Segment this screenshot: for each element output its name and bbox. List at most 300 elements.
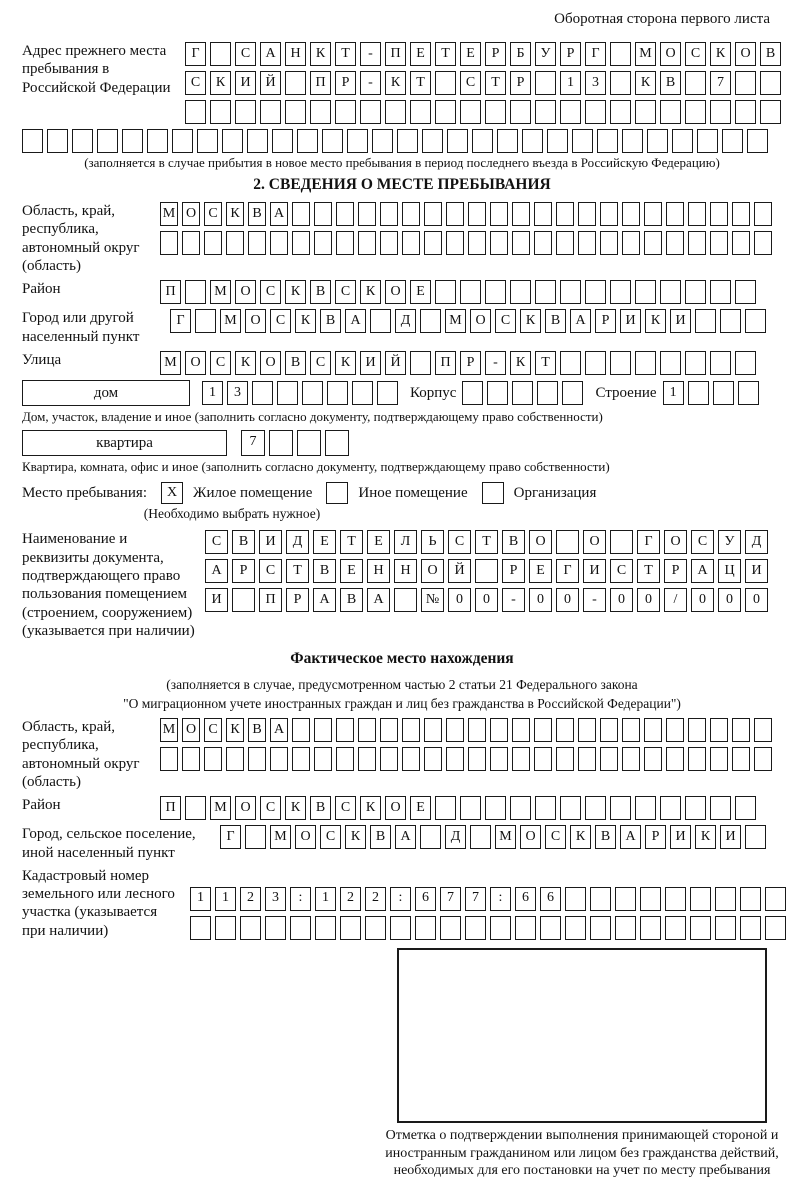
char-cell bbox=[535, 796, 556, 820]
char-cell bbox=[590, 887, 611, 911]
char-cell: Р bbox=[560, 42, 581, 66]
char-cell bbox=[358, 747, 376, 771]
char-cell bbox=[535, 71, 556, 95]
header-note: Оборотная сторона первого листа bbox=[554, 11, 770, 27]
char-cell: 0 bbox=[529, 588, 552, 612]
char-cell bbox=[260, 100, 281, 124]
char-cell bbox=[440, 916, 461, 940]
char-cell bbox=[615, 916, 636, 940]
char-cell bbox=[245, 825, 266, 849]
char-cell bbox=[735, 71, 756, 95]
char-cell bbox=[622, 718, 640, 742]
ulitsa-label: Улица bbox=[22, 351, 62, 368]
char-cell bbox=[380, 231, 398, 255]
prev-address-field bbox=[22, 42, 782, 124]
char-cell: М bbox=[210, 280, 231, 304]
char-cell: : bbox=[390, 887, 411, 911]
char-cell bbox=[695, 309, 716, 333]
fact-oblast-rows bbox=[160, 718, 772, 771]
gorod-row bbox=[170, 309, 766, 333]
char-cell bbox=[172, 129, 193, 153]
char-cell: К bbox=[635, 71, 656, 95]
char-cell bbox=[248, 747, 266, 771]
char-cell: С bbox=[495, 309, 516, 333]
char-cell bbox=[565, 916, 586, 940]
char-cell bbox=[204, 231, 222, 255]
oblast-label: Область, край, республика, автономный округ (область) bbox=[22, 203, 140, 275]
char-cell bbox=[292, 747, 310, 771]
char-cell: 1 bbox=[202, 381, 223, 405]
char-cell: К bbox=[385, 71, 406, 95]
char-cell bbox=[222, 129, 243, 153]
char-cell: М bbox=[220, 309, 241, 333]
char-cell bbox=[485, 280, 506, 304]
char-cell bbox=[666, 231, 684, 255]
char-cell: П bbox=[310, 71, 331, 95]
char-cell bbox=[424, 231, 442, 255]
char-cell: К bbox=[285, 280, 306, 304]
char-cell: О bbox=[185, 351, 206, 375]
char-cell bbox=[327, 381, 348, 405]
doc-row-2 bbox=[205, 559, 768, 583]
char-cell bbox=[600, 718, 618, 742]
char-cell bbox=[424, 202, 442, 226]
char-cell bbox=[666, 718, 684, 742]
char-cell: К bbox=[360, 280, 381, 304]
char-cell: В bbox=[760, 42, 781, 66]
char-cell bbox=[415, 916, 436, 940]
char-cell bbox=[610, 280, 631, 304]
char-cell: С bbox=[320, 825, 341, 849]
char-cell bbox=[204, 747, 222, 771]
char-cell: Р bbox=[502, 559, 525, 583]
char-cell: 1 bbox=[663, 381, 684, 405]
char-cell bbox=[420, 309, 441, 333]
char-cell: Е bbox=[367, 530, 390, 554]
char-cell: Д bbox=[445, 825, 466, 849]
char-cell bbox=[195, 309, 216, 333]
char-cell bbox=[715, 887, 736, 911]
char-cell bbox=[688, 231, 706, 255]
char-cell: Т bbox=[335, 42, 356, 66]
char-cell: О bbox=[260, 351, 281, 375]
char-cell: С bbox=[460, 71, 481, 95]
char-cell bbox=[285, 100, 306, 124]
char-cell bbox=[585, 796, 606, 820]
char-cell bbox=[600, 231, 618, 255]
char-cell bbox=[490, 202, 508, 226]
doc-row-1 bbox=[205, 530, 768, 554]
oblast-row-2 bbox=[160, 231, 772, 255]
ulitsa-row bbox=[160, 351, 756, 375]
char-cell: О bbox=[182, 202, 200, 226]
char-cell: И bbox=[670, 309, 691, 333]
char-cell bbox=[380, 718, 398, 742]
char-cell: 0 bbox=[718, 588, 741, 612]
char-cell: В bbox=[545, 309, 566, 333]
char-cell: 7 bbox=[241, 430, 265, 456]
char-cell: И bbox=[720, 825, 741, 849]
char-cell: О bbox=[664, 530, 687, 554]
char-cell bbox=[690, 887, 711, 911]
char-cell bbox=[688, 202, 706, 226]
dom-cells bbox=[202, 381, 398, 405]
char-cell: Й bbox=[385, 351, 406, 375]
char-cell bbox=[685, 280, 706, 304]
char-cell: Е bbox=[410, 280, 431, 304]
char-cell bbox=[446, 202, 464, 226]
char-cell bbox=[565, 887, 586, 911]
char-cell bbox=[647, 129, 668, 153]
char-cell: О bbox=[235, 280, 256, 304]
char-cell: 2 bbox=[365, 887, 386, 911]
char-cell: С bbox=[335, 280, 356, 304]
char-cell bbox=[185, 100, 206, 124]
char-cell bbox=[365, 916, 386, 940]
char-cell bbox=[285, 71, 306, 95]
char-cell bbox=[310, 100, 331, 124]
fact-raion-field bbox=[22, 796, 782, 820]
char-cell: 0 bbox=[637, 588, 660, 612]
char-cell bbox=[512, 718, 530, 742]
char-cell bbox=[556, 202, 574, 226]
char-cell: И bbox=[745, 559, 768, 583]
char-cell bbox=[460, 280, 481, 304]
char-cell: М bbox=[160, 202, 178, 226]
gorod-field bbox=[22, 309, 782, 346]
char-cell: А bbox=[395, 825, 416, 849]
char-cell: М bbox=[445, 309, 466, 333]
char-cell: Т bbox=[535, 351, 556, 375]
char-cell bbox=[537, 381, 558, 405]
char-cell bbox=[147, 129, 168, 153]
char-cell bbox=[512, 202, 530, 226]
char-cell bbox=[182, 231, 200, 255]
char-cell bbox=[590, 916, 611, 940]
char-cell: П bbox=[160, 280, 181, 304]
char-cell bbox=[185, 280, 206, 304]
char-cell bbox=[740, 887, 761, 911]
char-cell bbox=[735, 100, 756, 124]
raion-row bbox=[160, 280, 756, 304]
prev-address-row-1 bbox=[185, 42, 781, 66]
char-cell: - bbox=[502, 588, 525, 612]
char-cell: Д bbox=[286, 530, 309, 554]
char-cell bbox=[710, 280, 731, 304]
char-cell bbox=[182, 747, 200, 771]
char-cell bbox=[402, 231, 420, 255]
char-cell bbox=[666, 747, 684, 771]
raion-label: Район bbox=[22, 281, 61, 298]
char-cell: 7 bbox=[710, 71, 731, 95]
char-cell bbox=[325, 430, 349, 456]
char-cell: А bbox=[691, 559, 714, 583]
char-cell bbox=[485, 796, 506, 820]
char-cell bbox=[380, 202, 398, 226]
char-cell bbox=[352, 381, 373, 405]
char-cell: Н bbox=[285, 42, 306, 66]
char-cell bbox=[512, 381, 533, 405]
char-cell bbox=[210, 42, 231, 66]
char-cell: Р bbox=[645, 825, 666, 849]
char-cell bbox=[270, 747, 288, 771]
char-cell: И bbox=[670, 825, 691, 849]
char-cell: 6 bbox=[515, 887, 536, 911]
char-cell: Н bbox=[367, 559, 390, 583]
char-cell: О bbox=[583, 530, 606, 554]
char-cell: У bbox=[535, 42, 556, 66]
char-cell: Е bbox=[313, 530, 336, 554]
char-cell: Е bbox=[529, 559, 552, 583]
char-cell bbox=[522, 129, 543, 153]
char-cell: К bbox=[570, 825, 591, 849]
char-cell: С bbox=[685, 42, 706, 66]
stamp-box bbox=[397, 948, 767, 1123]
char-cell: П bbox=[259, 588, 282, 612]
doc-label: Наименование и реквизиты документа, подтверждающего право пользования помещением (строением, сооружением) (указывается при наличии) bbox=[22, 531, 195, 639]
char-cell bbox=[380, 747, 398, 771]
char-cell bbox=[720, 309, 741, 333]
char-cell bbox=[685, 71, 706, 95]
char-cell bbox=[534, 718, 552, 742]
char-cell bbox=[747, 129, 768, 153]
prev-address-row-2 bbox=[185, 71, 781, 95]
char-cell bbox=[600, 747, 618, 771]
char-cell bbox=[422, 129, 443, 153]
char-cell: Б bbox=[510, 42, 531, 66]
char-cell bbox=[510, 280, 531, 304]
char-cell bbox=[424, 718, 442, 742]
kadastr-field bbox=[22, 867, 782, 940]
char-cell bbox=[370, 309, 391, 333]
char-cell bbox=[745, 825, 766, 849]
char-cell bbox=[226, 231, 244, 255]
char-cell: И bbox=[360, 351, 381, 375]
kadastr-row-2 bbox=[190, 916, 786, 940]
char-cell bbox=[666, 202, 684, 226]
char-cell bbox=[610, 100, 631, 124]
char-cell: В bbox=[340, 588, 363, 612]
actual-location-note-1: (заполняется в случае, предусмотренном частью 2 статьи 21 Федерального закона bbox=[166, 676, 638, 692]
char-cell bbox=[277, 381, 298, 405]
char-cell bbox=[314, 231, 332, 255]
char-cell bbox=[754, 747, 772, 771]
char-cell bbox=[622, 202, 640, 226]
char-cell: В bbox=[320, 309, 341, 333]
char-cell bbox=[688, 381, 709, 405]
char-cell: 2 bbox=[240, 887, 261, 911]
char-cell bbox=[410, 351, 431, 375]
char-cell: Г bbox=[185, 42, 206, 66]
char-cell bbox=[560, 796, 581, 820]
char-cell: К bbox=[226, 718, 244, 742]
char-cell: К bbox=[345, 825, 366, 849]
char-cell bbox=[610, 530, 633, 554]
doc-row-3 bbox=[205, 588, 768, 612]
char-cell bbox=[644, 202, 662, 226]
char-cell bbox=[534, 747, 552, 771]
kvartira-cells bbox=[241, 430, 349, 456]
char-cell bbox=[688, 747, 706, 771]
char-cell: Г bbox=[637, 530, 660, 554]
char-cell: В bbox=[502, 530, 525, 554]
kadastr-row-1 bbox=[190, 887, 786, 911]
char-cell bbox=[490, 916, 511, 940]
char-cell: Р bbox=[485, 42, 506, 66]
char-cell bbox=[710, 718, 728, 742]
char-cell bbox=[394, 588, 417, 612]
char-cell bbox=[635, 351, 656, 375]
char-cell: Г bbox=[556, 559, 579, 583]
char-cell bbox=[490, 231, 508, 255]
char-cell: 0 bbox=[745, 588, 768, 612]
char-cell bbox=[660, 280, 681, 304]
char-cell bbox=[487, 381, 508, 405]
char-cell bbox=[578, 718, 596, 742]
char-cell bbox=[740, 916, 761, 940]
char-cell bbox=[685, 100, 706, 124]
char-cell: Р bbox=[664, 559, 687, 583]
char-cell: Н bbox=[394, 559, 417, 583]
char-cell bbox=[340, 916, 361, 940]
char-cell: В bbox=[248, 718, 266, 742]
char-cell bbox=[600, 202, 618, 226]
char-cell: В bbox=[595, 825, 616, 849]
dom-row bbox=[22, 380, 782, 406]
prev-address-label: Адрес прежнего места пребывания в Российской Федерации bbox=[22, 43, 171, 96]
char-cell: 0 bbox=[691, 588, 714, 612]
char-cell bbox=[512, 231, 530, 255]
kadastr-label: Кадастровый номер земельного или лесного участка (указывается при наличии) bbox=[22, 867, 175, 939]
char-cell bbox=[435, 796, 456, 820]
char-cell: К bbox=[310, 42, 331, 66]
char-cell: О bbox=[182, 718, 200, 742]
char-cell: К bbox=[335, 351, 356, 375]
char-cell: М bbox=[635, 42, 656, 66]
char-cell bbox=[622, 129, 643, 153]
char-cell bbox=[688, 718, 706, 742]
raion-field bbox=[22, 280, 782, 304]
char-cell bbox=[122, 129, 143, 153]
char-cell bbox=[754, 718, 772, 742]
char-cell bbox=[160, 747, 178, 771]
char-cell bbox=[397, 129, 418, 153]
char-cell bbox=[732, 231, 750, 255]
char-cell bbox=[465, 916, 486, 940]
char-cell: К bbox=[695, 825, 716, 849]
location-type-caption: (Необходимо выбрать нужное) bbox=[143, 506, 321, 522]
char-cell: Ц bbox=[718, 559, 741, 583]
char-cell: В bbox=[232, 530, 255, 554]
char-cell bbox=[314, 718, 332, 742]
char-cell: 6 bbox=[415, 887, 436, 911]
char-cell bbox=[754, 231, 772, 255]
char-cell: И bbox=[235, 71, 256, 95]
char-cell bbox=[635, 280, 656, 304]
char-cell: - bbox=[360, 42, 381, 66]
char-cell: С bbox=[210, 351, 231, 375]
char-cell: С bbox=[270, 309, 291, 333]
char-cell bbox=[556, 718, 574, 742]
char-cell bbox=[22, 129, 43, 153]
char-cell bbox=[270, 231, 288, 255]
option-inoe-label: Иное помещение bbox=[358, 485, 468, 502]
char-cell bbox=[435, 280, 456, 304]
char-cell: № bbox=[421, 588, 444, 612]
char-cell bbox=[710, 351, 731, 375]
char-cell bbox=[534, 202, 552, 226]
char-cell: 1 bbox=[315, 887, 336, 911]
char-cell: С bbox=[448, 530, 471, 554]
doc-rows bbox=[205, 530, 768, 612]
char-cell: 1 bbox=[560, 71, 581, 95]
checkbox-organizaciya bbox=[482, 482, 504, 504]
char-cell bbox=[510, 100, 531, 124]
fact-gorod-row bbox=[220, 825, 766, 849]
korpus-cells bbox=[462, 381, 583, 405]
char-cell: А bbox=[570, 309, 591, 333]
char-cell bbox=[745, 309, 766, 333]
char-cell bbox=[732, 718, 750, 742]
char-cell bbox=[240, 916, 261, 940]
char-cell bbox=[754, 202, 772, 226]
char-cell: С bbox=[260, 280, 281, 304]
char-cell bbox=[610, 71, 631, 95]
char-cell: С bbox=[335, 796, 356, 820]
char-cell bbox=[468, 747, 486, 771]
char-cell bbox=[420, 825, 441, 849]
char-cell bbox=[460, 796, 481, 820]
char-cell bbox=[252, 381, 273, 405]
char-cell: Е bbox=[460, 42, 481, 66]
char-cell bbox=[232, 588, 255, 612]
prev-address-caption: (заполняется в случае прибытия в новое место пребывания в период последнего въезда в Российскую Федерацию) bbox=[84, 155, 720, 170]
char-cell bbox=[292, 202, 310, 226]
char-cell: Й bbox=[260, 71, 281, 95]
char-cell bbox=[447, 129, 468, 153]
char-cell bbox=[358, 202, 376, 226]
char-cell: А bbox=[367, 588, 390, 612]
section2-title: 2. СВЕДЕНИЯ О МЕСТЕ ПРЕБЫВАНИЯ bbox=[253, 175, 551, 193]
char-cell bbox=[210, 100, 231, 124]
char-cell: Р bbox=[335, 71, 356, 95]
char-cell bbox=[185, 796, 206, 820]
char-cell: 7 bbox=[465, 887, 486, 911]
char-cell: О bbox=[470, 309, 491, 333]
char-cell: Е bbox=[340, 559, 363, 583]
char-cell bbox=[760, 71, 781, 95]
char-cell bbox=[315, 916, 336, 940]
char-cell: С bbox=[205, 530, 228, 554]
char-cell bbox=[336, 231, 354, 255]
char-cell bbox=[710, 202, 728, 226]
char-cell bbox=[578, 747, 596, 771]
char-cell bbox=[547, 129, 568, 153]
char-cell bbox=[97, 129, 118, 153]
char-cell bbox=[760, 100, 781, 124]
char-cell: О bbox=[735, 42, 756, 66]
dom-caption: Дом, участок, владение и иное (заполнить согласно документу, подтверждающему право собственности) bbox=[22, 408, 603, 424]
char-cell: К bbox=[210, 71, 231, 95]
char-cell bbox=[470, 825, 491, 849]
oblast-field bbox=[22, 202, 782, 275]
stamp-area bbox=[385, 948, 797, 1180]
char-cell bbox=[735, 280, 756, 304]
char-cell bbox=[560, 351, 581, 375]
location-type-label: Место пребывания: bbox=[22, 485, 147, 502]
char-cell: К bbox=[520, 309, 541, 333]
char-cell: 0 bbox=[556, 588, 579, 612]
